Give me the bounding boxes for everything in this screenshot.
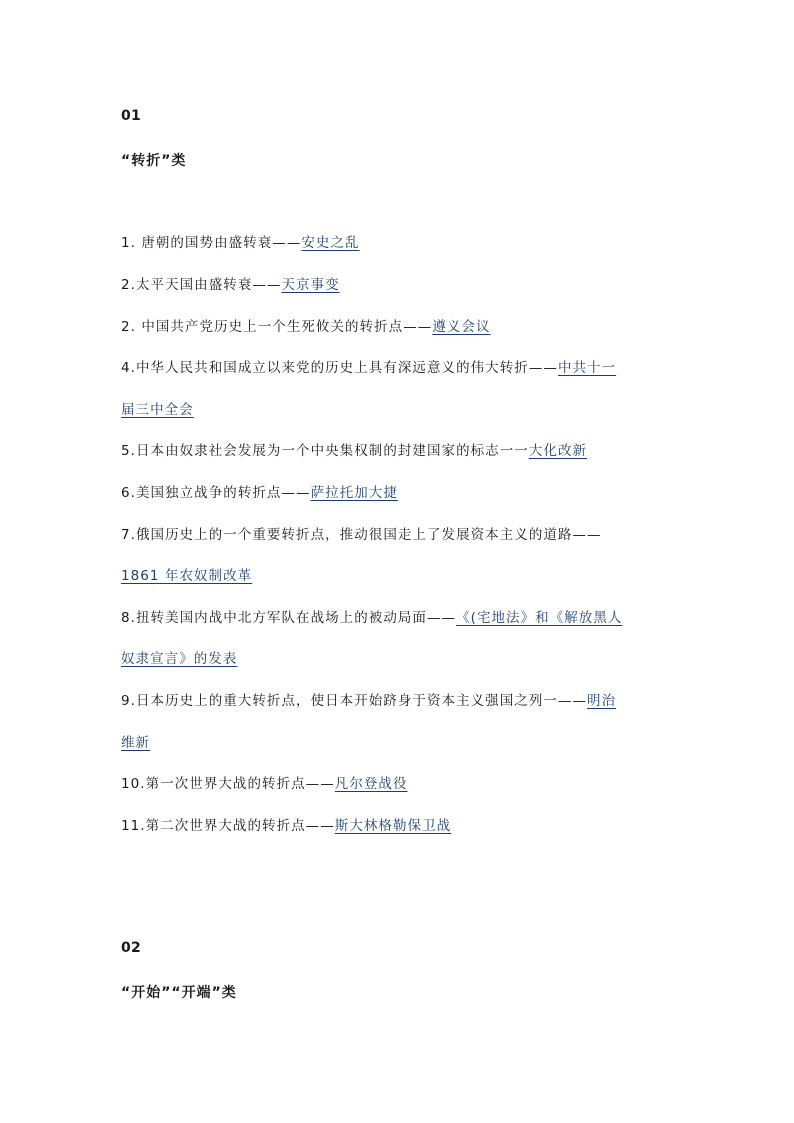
list-item [121,441,681,461]
list-item [121,317,681,337]
section-number: 01 [121,108,142,124]
list-item [121,816,681,836]
item-answer: 《(宅地法》和《解放黑人 [456,610,623,626]
item-question: 9.日本历史上的重大转折点，使日本开始跻身于资本主义强国之列一—— [121,693,588,709]
list-item-continuation [121,566,681,586]
list-item [121,608,681,628]
list-item [121,358,681,378]
item-answer-continued: 维新 [121,735,151,751]
list-item-continuation [121,649,681,669]
item-question: 5.日本由奴隶社会发展为一个中央集权制的封建国家的标志一一 [121,443,529,459]
item-answer-continued: 奴隶宣言》的发表 [121,651,238,667]
item-answer: 大化改新 [528,443,588,459]
item-question: 6.美国独立战争的转折点—— [121,485,311,501]
item-answer: 斯大林格勒保卫战 [334,818,452,834]
list-item-continuation [121,400,681,420]
item-answer: 遵义会议 [432,319,491,335]
item-answer: 安史之乱 [301,235,360,251]
item-answer-continued: 1861 年农奴制改革 [121,568,253,584]
item-question: 11.第二次世界大战的转折点—— [121,818,335,834]
section-title: “转折”类 [121,153,187,169]
item-answer: 萨拉托加大捷 [310,485,398,501]
list-item [121,275,681,295]
section-number: 02 [121,940,142,956]
item-question: 8.扭转美国内战中北方军队在战场上的被动局面—— [121,610,457,626]
item-answer: 凡尔登战役 [334,776,408,792]
item-question: 2. 中国共产党历史上一个生死攸关的转折点—— [121,319,433,335]
item-question: 2.太平天国由盛转衰—— [121,277,282,293]
section-title: “开始”“开端”类 [121,985,237,1001]
list-item [121,233,681,253]
item-question: 10.第一次世界大战的转折点—— [121,776,335,792]
item-answer: 明治 [587,693,617,709]
item-question: 4.中华人民共和国成立以来党的历史上具有深远意义的伟大转折—— [121,360,558,376]
list-item [121,774,681,794]
list-item [121,525,681,545]
item-answer: 中共十一 [557,360,617,376]
item-question: 7.俄国历史上的一个重要转折点，推动很国走上了发展资本主义的道路—— [121,527,602,543]
item-answer-continued: 届三中全会 [121,402,194,418]
list-item-continuation [121,733,681,753]
item-answer: 天京事变 [281,277,340,293]
item-question: 1. 唐朝的国势由盛转衰—— [121,235,302,251]
list-item [121,483,681,503]
list-item [121,691,681,711]
